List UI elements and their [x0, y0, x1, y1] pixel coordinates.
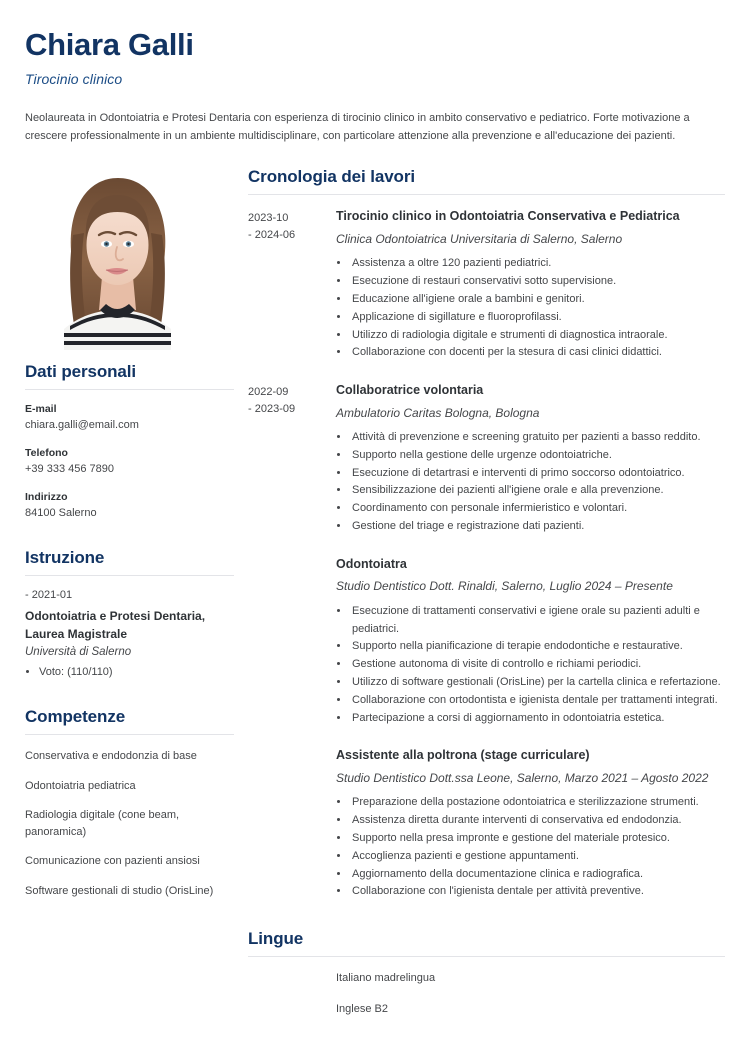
- job-date-end: - 2023-09: [248, 403, 296, 416]
- job-details: [336, 747, 725, 915]
- candidate-job-title: Tirocinio clinico: [25, 71, 123, 88]
- avatar: [26, 167, 209, 350]
- personal-details-heading: Dati personali: [25, 362, 137, 382]
- job-date-start: 2022-09: [248, 386, 289, 399]
- job-bullet-list: [336, 255, 725, 362]
- work-history-entry: [248, 556, 725, 742]
- portrait-photo-icon: [26, 167, 209, 350]
- list-item: • Gestione autonoma di visite di controllo e richiami periodici.: [350, 656, 725, 674]
- list-item: Conservativa e endodonzia di base: [25, 750, 197, 763]
- languages-list: [336, 970, 725, 1031]
- job-role: Collaboratrice volontaria: [336, 383, 484, 398]
- resume-body: [0, 145, 750, 1031]
- work-history-entry: [248, 382, 725, 550]
- list-item: • Coordinamento con personale infermieristico e volontari.: [350, 500, 725, 518]
- job-role: Tirocinio clinico in Odontoiatria Conservativa e Pediatrica: [336, 209, 680, 224]
- list-item: • Collaborazione con l'igienista dentale per attività preventive.: [350, 883, 725, 901]
- list-item: • Preparazione della postazione odontoiatrica e sterilizzazione strumenti.: [350, 794, 725, 812]
- list-item: • Applicazione di sigillature e fluoroprofilassi.: [350, 309, 725, 327]
- job-organization: Ambulatorio Caritas Bologna, Bologna: [336, 405, 540, 420]
- job-date-range: [248, 382, 336, 418]
- job-date-range: [248, 208, 336, 244]
- personal-detail-address: [25, 491, 234, 522]
- section-divider: [248, 956, 725, 957]
- list-item: • Collaborazione con docenti per la stesura di casi clinici didattici.: [350, 344, 725, 362]
- work-history-section: [248, 167, 725, 915]
- list-item: • Esecuzione di trattamenti conservativi e igiene orale su pazienti adulti e pediatrici.: [350, 603, 725, 639]
- section-divider: [248, 194, 725, 195]
- list-item: • Assistenza diretta durante interventi di conservativa ed endodonzia.: [350, 812, 725, 830]
- list-item: • Collaborazione con ortodontista e igienista dentale per trattamenti integrati.: [350, 692, 725, 710]
- section-divider: [25, 734, 234, 735]
- work-history-heading: Cronologia dei lavori: [248, 167, 415, 187]
- address-label: Indirizzo: [25, 491, 68, 504]
- job-organization: Studio Dentistico Dott.ssa Leone, Salerno, Marzo 2021 – Agosto 2022: [336, 770, 709, 785]
- education-bullet-list: [25, 664, 234, 681]
- personal-detail-phone: [25, 447, 234, 478]
- list-item: • Sensibilizzazione dei pazienti all'igiene orale e alla prevenzione.: [350, 482, 725, 500]
- address-value: 84100 Salerno: [25, 507, 97, 520]
- languages-heading: Lingue: [248, 929, 304, 949]
- list-item: • Esecuzione di restauri conservativi sotto supervisione.: [350, 273, 725, 291]
- list-item: • Partecipazione a corsi di aggiornamento in odontoiatria estetica.: [350, 710, 725, 728]
- job-bullet-list: [336, 794, 725, 901]
- job-details: [336, 382, 725, 550]
- job-organization: Clinica Odontoiatrica Universitaria di Salerno, Salerno: [336, 231, 623, 246]
- list-item: Comunicazione con pazienti ansiosi: [25, 855, 200, 868]
- work-history-entry: [248, 208, 725, 376]
- list-item: • Esecuzione di detartrasi e interventi di primo soccorso odontoiatrico.: [350, 465, 725, 483]
- list-item: Inglese B2: [336, 1002, 388, 1015]
- job-bullet-list: [336, 429, 725, 536]
- list-item: • Utilizzo di software gestionali (OrisLine) per la cartella clinica e refertazione.: [350, 674, 725, 692]
- list-item: • Utilizzo di radiologia digitale e strumenti di diagnostica intraorale.: [350, 327, 725, 345]
- job-date-range: [248, 747, 336, 749]
- list-item: • Supporto nella pianificazione di terapie endodontiche e restaurative.: [350, 638, 725, 656]
- list-item: Italiano madrelingua: [336, 972, 436, 985]
- list-item: Radiologia digitale (cone beam, panoramica): [25, 809, 180, 838]
- job-date-end: - 2024-06: [248, 229, 296, 242]
- languages-row: [248, 970, 725, 1031]
- job-role: Odontoiatra: [336, 556, 407, 571]
- list-item: • Voto: (110/110): [39, 664, 234, 681]
- email-label: E-mail: [25, 403, 57, 416]
- job-date-range: [248, 556, 336, 558]
- list-item: • Assistenza a oltre 120 pazienti pediatrici.: [350, 255, 725, 273]
- candidate-name: Chiara Galli: [25, 27, 194, 62]
- resume-header: [0, 0, 750, 145]
- list-item: • Gestione del triage e registrazione dati pazienti.: [350, 518, 725, 536]
- skills-heading: Competenze: [25, 707, 126, 727]
- job-details: [336, 208, 725, 376]
- education-heading: Istruzione: [25, 548, 105, 568]
- job-date-start: 2023-10: [248, 212, 289, 225]
- list-item: Odontoiatria pediatrica: [25, 779, 136, 792]
- phone-value: +39 333 456 7890: [25, 463, 115, 476]
- list-item: • Educazione all'igiene orale a bambini e genitori.: [350, 291, 725, 309]
- personal-detail-email: [25, 403, 234, 434]
- work-history-entry: [248, 747, 725, 915]
- job-organization: Studio Dentistico Dott. Rinaldi, Salerno, Luglio 2024 – Presente: [336, 579, 673, 594]
- languages-section: [248, 929, 725, 1031]
- main-column: [234, 167, 750, 1031]
- professional-summary: Neolaureata in Odontoiatria e Protesi Dentaria con esperienza di tirocinio clinico in ambito conservativo e pediatrico. Forte motivazione a crescere professionalmente in un ambiente multidisciplinare, con particolare attenzione alla prevenzione e all'educazione dei pazienti.: [25, 112, 690, 143]
- section-divider: [25, 575, 234, 576]
- phone-label: Telefono: [25, 447, 68, 460]
- job-details: [336, 556, 725, 742]
- education-school: Università di Salerno: [25, 645, 132, 658]
- education-entry: [25, 589, 234, 681]
- list-item: • Supporto nella gestione delle urgenze odontoiatriche.: [350, 447, 725, 465]
- email-value: chiara.galli@email.com: [25, 419, 139, 432]
- education-degree: Odontoiatria e Protesi Dentaria, Laurea Magistrale: [25, 609, 206, 641]
- list-item: • Accoglienza pazienti e gestione appuntamenti.: [350, 848, 725, 866]
- list-item: • Supporto nella presa impronte e gestione del materiale protesico.: [350, 830, 725, 848]
- skills-section: [25, 707, 234, 899]
- section-divider: [25, 389, 234, 390]
- education-date: - 2021-01: [25, 589, 73, 602]
- job-role: Assistente alla poltrona (stage curriculare): [336, 748, 590, 763]
- education-section: [25, 548, 234, 681]
- job-bullet-list: [336, 603, 725, 728]
- list-item: Software gestionali di studio (OrisLine): [25, 884, 214, 897]
- sidebar-column: [0, 167, 234, 925]
- list-item: • Aggiornamento della documentazione clinica e radiografica.: [350, 866, 725, 884]
- list-item: • Attività di prevenzione e screening gratuito per pazienti a basso reddito.: [350, 429, 725, 447]
- personal-details-section: [25, 362, 234, 522]
